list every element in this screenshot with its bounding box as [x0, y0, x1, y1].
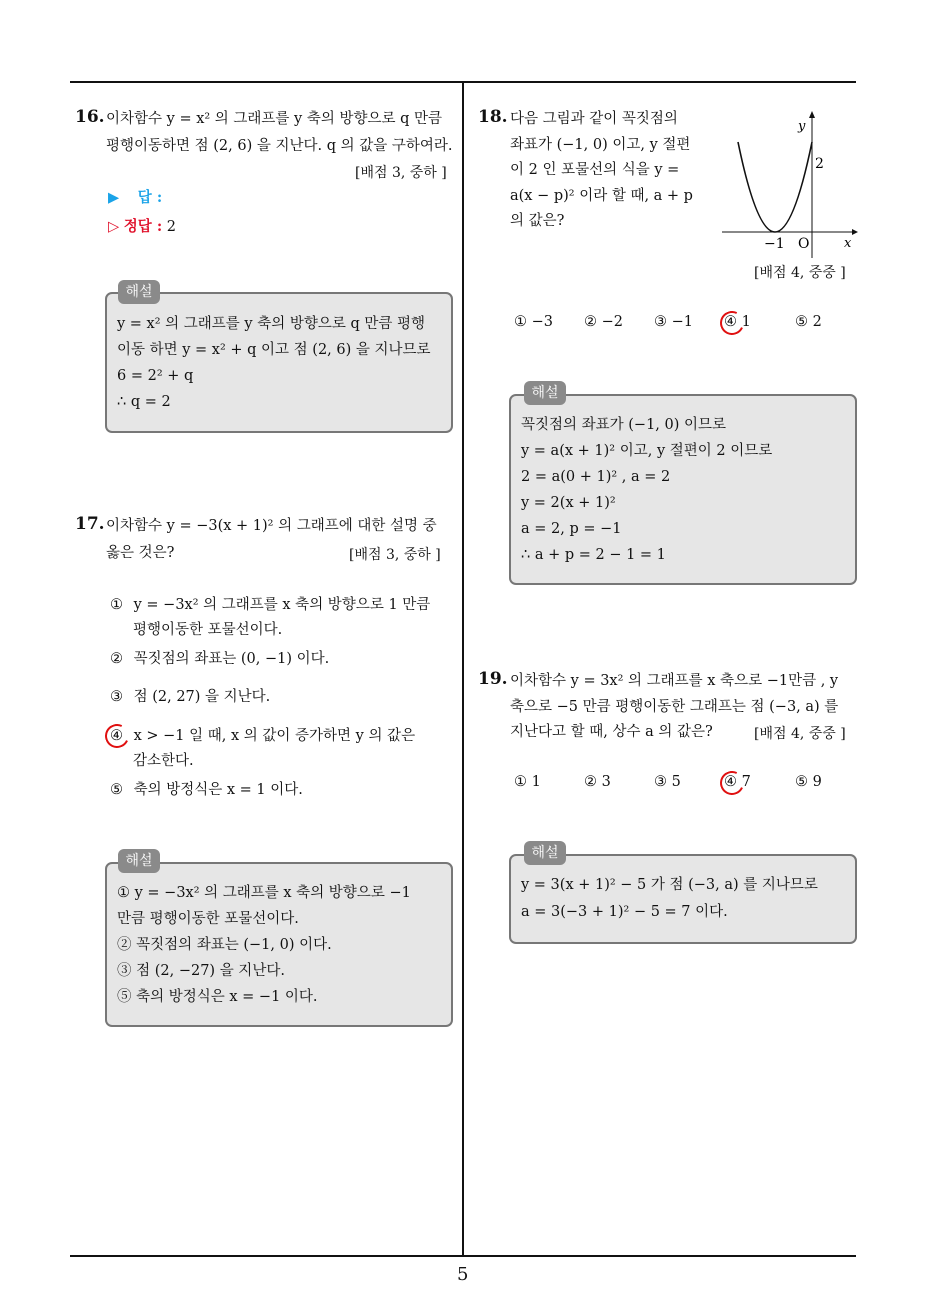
q17-choice-5-mark: ⑤	[110, 782, 123, 798]
q18-choice-2-mark: ②	[584, 314, 597, 330]
bottom-rule	[70, 1255, 856, 1257]
q18-number: 18.	[478, 107, 508, 127]
q19-text-line2: 축으로 −5 만큼 평행이동한 그래프는 점 (−3, a) 를	[510, 699, 839, 715]
q17-sol-line3: ② 꼭짓점의 좌표는 (−1, 0) 이다.	[117, 937, 332, 953]
q17-choice-3-text: 점 (2, 27) 을 지난다.	[133, 689, 271, 705]
q19-text-line1: 이차함수 y = 3x² 의 그래프를 x 축으로 −1만큼 , y	[510, 673, 839, 689]
q19-sol-line1: y = 3(x + 1)² − 5 가 점 (−3, a) 를 지나므로	[521, 877, 818, 893]
q18-text-line3: 이 2 인 포물선의 식을 y =	[510, 162, 680, 178]
q16-sol-line2: 이동 하면 y = x² + q 이고 점 (2, 6) 을 지나므로	[117, 342, 431, 358]
q18-text-line5: 의 값은?	[510, 213, 565, 229]
q18-sol-line4: y = 2(x + 1)²	[521, 495, 616, 511]
page-number: 5	[457, 1264, 469, 1285]
q17-choice-4[interactable]	[110, 727, 415, 745]
q17-choice-2[interactable]	[110, 650, 329, 668]
q18-choice-3-mark: ③	[654, 314, 667, 330]
q17-text-line1: 이차함수 y = −3(x + 1)² 의 그래프에 대한 설명 중	[106, 518, 437, 534]
q18-text-line2: 좌표가 (−1, 0) 이고, y 절편	[510, 137, 691, 153]
q17-choice-3-mark: ③	[110, 689, 123, 705]
answer-arrow-icon: ▶	[108, 189, 120, 206]
q16-correct-value: 2	[166, 219, 177, 235]
graph-y-tick: 2	[815, 156, 824, 172]
q17-choice-1-cont: 평행이동한 포물선이다.	[133, 622, 283, 638]
q18-text-line1: 다음 그림과 같이 꼭짓점의	[510, 111, 678, 127]
q16-sol-line3: 6 = 2² + q	[117, 368, 194, 384]
q18-choice-4[interactable]	[724, 313, 751, 331]
q17-number: 17.	[75, 514, 105, 534]
q19-number: 19.	[478, 669, 508, 689]
q18-choice-3[interactable]	[654, 313, 693, 331]
x-axis-arrow-icon	[852, 229, 858, 235]
q18-parabola-graph	[718, 110, 858, 260]
graph-origin-label: O	[798, 236, 810, 252]
q16-text-line2: 평행이동하면 점 (2, 6) 을 지난다. q 의 값을 구하여라.	[106, 138, 453, 154]
q17-choice-2-text: 꼭짓점의 좌표는 (0, −1) 이다.	[133, 651, 330, 667]
q16-answer-row	[108, 189, 162, 207]
q18-choice-2[interactable]	[584, 313, 623, 331]
q17-sol-line1: ① y = −3x² 의 그래프를 x 축의 방향으로 −1	[117, 885, 411, 901]
q17-choice-5[interactable]	[110, 781, 303, 799]
q17-sol-line5: ⑤ 축의 방정식은 x = −1 이다.	[117, 989, 318, 1005]
q19-choice-5[interactable]	[795, 773, 822, 791]
q19-choice-1-mark: ①	[514, 774, 527, 790]
q18-choice-1-text: −3	[531, 314, 553, 330]
q18-solution-tag: 해설	[524, 381, 566, 405]
q16-sol-line1: y = x² 의 그래프를 y 축의 방향으로 q 만큼 평행	[117, 316, 425, 332]
q17-choice-2-mark: ②	[110, 651, 123, 667]
y-axis-arrow-icon	[809, 111, 815, 118]
q17-meta: [배점 3, 중하 ]	[349, 547, 441, 563]
q16-correct-row	[108, 218, 176, 236]
q17-text-line2: 옳은 것은?	[106, 545, 175, 561]
parabola-curve	[738, 142, 812, 232]
q19-choice-2-mark: ②	[584, 774, 597, 790]
q19-choice-5-text: 9	[812, 774, 822, 790]
q19-solution-box	[509, 854, 857, 944]
graph-x-tick: −1	[764, 236, 785, 252]
q17-choice-1-mark: ①	[110, 597, 123, 613]
q18-text-line4: a(x − p)² 이라 할 때, a + p	[510, 188, 693, 204]
q18-choice-1-mark: ①	[514, 314, 527, 330]
q16-sol-line4: ∴ q = 2	[117, 394, 171, 410]
graph-x-label: x	[844, 236, 852, 251]
q16-answer-label: 답 :	[137, 189, 163, 206]
q17-choice-1-text: y = −3x² 의 그래프를 x 축의 방향으로 1 만큼	[133, 597, 431, 613]
q19-choice-5-mark: ⑤	[795, 774, 808, 790]
q17-sol-line4: ③ 점 (2, −27) 을 지난다.	[117, 963, 285, 979]
correct-arrow-icon: ▷	[108, 218, 120, 235]
q19-sol-line2: a = 3(−3 + 1)² − 5 = 7 이다.	[521, 904, 728, 920]
q17-solution-tag: 해설	[118, 849, 160, 873]
q18-sol-line3: 2 = a(0 + 1)² , a = 2	[521, 469, 671, 485]
q19-choice-3-mark: ③	[654, 774, 667, 790]
q18-sol-line2: y = a(x + 1)² 이고, y 절편이 2 이므로	[521, 443, 773, 459]
q18-meta: [배점 4, 중중 ]	[754, 265, 846, 281]
q16-meta: [배점 3, 중하 ]	[355, 165, 447, 181]
q17-choice-4-mark: ④	[110, 728, 123, 744]
q17-sol-line2: 만큼 평행이동한 포물선이다.	[117, 911, 299, 927]
q17-choice-4-cont: 감소한다.	[133, 753, 194, 769]
q18-choice-5-mark: ⑤	[795, 314, 808, 330]
q19-choice-2[interactable]	[584, 773, 611, 791]
q18-sol-line1: 꼭짓점의 좌표가 (−1, 0) 이므로	[521, 417, 727, 433]
q18-choice-4-mark: ④	[724, 314, 737, 330]
q16-number: 16.	[75, 107, 105, 127]
q18-choice-5-text: 2	[812, 314, 822, 330]
q17-choice-3[interactable]	[110, 688, 270, 706]
q18-choice-2-text: −2	[601, 314, 623, 330]
q19-choice-3-text: 5	[671, 774, 681, 790]
q19-choice-1[interactable]	[514, 773, 541, 791]
q17-choice-1[interactable]	[110, 596, 430, 614]
column-divider	[462, 82, 464, 1256]
q19-choice-4[interactable]	[724, 773, 751, 791]
q16-text-line1: 이차함수 y = x² 의 그래프를 y 축의 방향으로 q 만큼	[106, 111, 443, 127]
graph-y-label: y	[798, 119, 806, 134]
q18-choice-1[interactable]	[514, 313, 553, 331]
q16-solution-tag: 해설	[118, 280, 160, 304]
q17-choice-4-text: x > −1 일 때, x 의 값이 증가하면 y 의 값은	[133, 728, 416, 744]
q18-choice-4-text: 1	[741, 314, 751, 330]
q19-choice-2-text: 3	[601, 774, 611, 790]
q18-sol-line5: a = 2, p = −1	[521, 521, 622, 537]
q17-choice-5-text: 축의 방정식은 x = 1 이다.	[133, 782, 303, 798]
q16-correct-label: 정답 :	[123, 218, 163, 235]
q18-sol-line6: ∴ a + p = 2 − 1 = 1	[521, 547, 666, 563]
q18-choice-3-text: −1	[671, 314, 693, 330]
q19-choice-4-text: 7	[741, 774, 751, 790]
q19-text-line3: 지난다고 할 때, 상수 a 의 값은?	[510, 724, 713, 740]
q18-choice-5[interactable]	[795, 313, 822, 331]
q16-solution-box	[105, 292, 453, 433]
q19-meta: [배점 4, 중중 ]	[754, 726, 846, 742]
q19-solution-tag: 해설	[524, 841, 566, 865]
q19-choice-1-text: 1	[531, 774, 541, 790]
q19-choice-3[interactable]	[654, 773, 681, 791]
q19-choice-4-mark: ④	[724, 774, 737, 790]
